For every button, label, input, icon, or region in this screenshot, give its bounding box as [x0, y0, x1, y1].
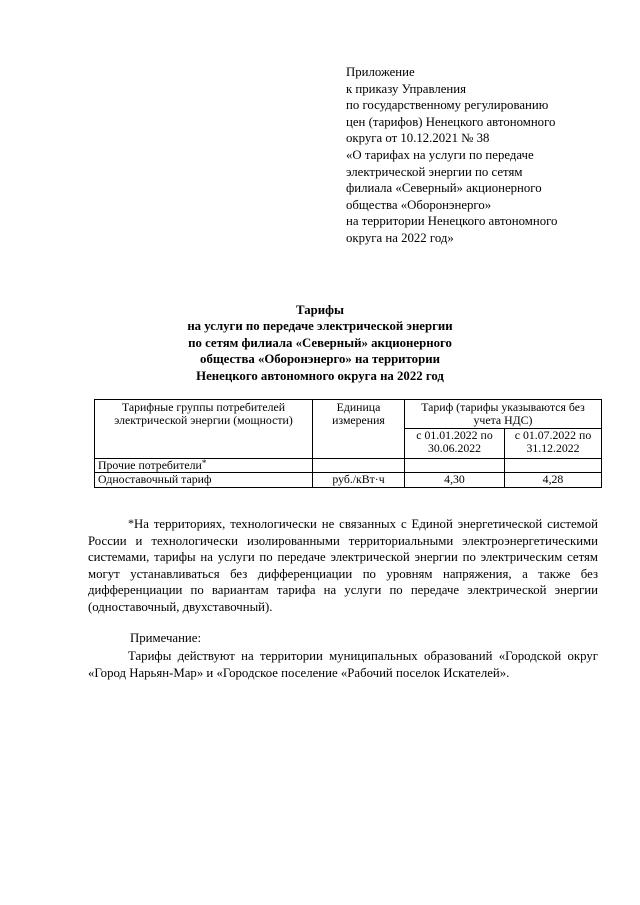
appendix-line: филиала «Северный» акционерного [346, 181, 542, 196]
header-consumer-groups: Тарифные группы потребителей электрической энергии (мощности) [95, 400, 313, 459]
empty-cell [313, 458, 405, 472]
tariff-name-cell: Одноставочный тариф [95, 473, 313, 487]
title-line: по сетям филиала «Северный» акционерного [188, 335, 452, 350]
appendix-header [346, 64, 616, 247]
appendix-line: округа от 10.12.2021 № 38 [346, 131, 490, 146]
title-line: на услуги по передаче электрической энергии [187, 319, 453, 334]
header-period-2: с 01.07.2022 по 31.12.2022 [505, 428, 602, 458]
appendix-line: электрической энергии по сетям [346, 164, 523, 179]
empty-cell [405, 458, 505, 472]
appendix-line: к приказу Управления [346, 81, 466, 96]
appendix-line: на территории Ненецкого автономного [346, 214, 558, 229]
appendix-line: «О тарифах на услуги по передаче [346, 147, 534, 162]
footnote-mark: * [128, 516, 134, 530]
appendix-line: общества «Оборонэнерго» [346, 197, 492, 212]
footnote-marker: * [201, 457, 207, 468]
title-line: общества «Оборонэнерго» на территории [200, 352, 440, 367]
tariff-table [94, 399, 602, 488]
unit-cell: руб./кВт·ч [313, 473, 405, 487]
group-label: Прочие потребители [98, 457, 202, 472]
title-line: Ненецкого автономного округа на 2022 год [196, 368, 444, 383]
group-cell [95, 458, 313, 472]
header-unit: Единица измерения [313, 400, 405, 459]
appendix-line: цен (тарифов) Ненецкого автономного [346, 114, 556, 129]
footnote-text: На территориях, технологически не связанных с Единой энергетической системой России и технологически изолированными территориальными электроэнергетическими системами, тарифы на услуги по передаче электрической энергии по электрическим сетям могут устанавливаться без дифференциации по уровням напряжения, а также без дифференциации по вариантам тарифа на услуги по передаче электрической энергии (одноставочный, двухставочный). [88, 517, 598, 614]
appendix-line: Приложение [346, 65, 415, 79]
value-cell-period-2: 4,28 [505, 473, 602, 487]
footnote-paragraph [88, 516, 598, 616]
table-header-row [95, 400, 602, 429]
appendix-line: округа на 2022 год» [346, 230, 454, 245]
document-title [0, 302, 640, 384]
table-row [95, 473, 602, 487]
empty-cell [505, 458, 602, 472]
title-line: Тарифы [296, 303, 344, 317]
note-text: Тарифы действуют на территории муниципальных образований «Городской округ «Город Нарьян-Мар» и «Городское поселение «Рабочий поселок Искателей». [88, 649, 598, 680]
table-group-row [95, 458, 602, 472]
value-cell-period-1: 4,30 [405, 473, 505, 487]
appendix-line: по государственному регулированию [346, 98, 549, 113]
note-heading: Примечание: [130, 631, 201, 645]
header-period-1: с 01.01.2022 по 30.06.2022 [405, 428, 505, 458]
header-tariff: Тариф (тарифы указываются без учета НДС) [405, 400, 602, 429]
